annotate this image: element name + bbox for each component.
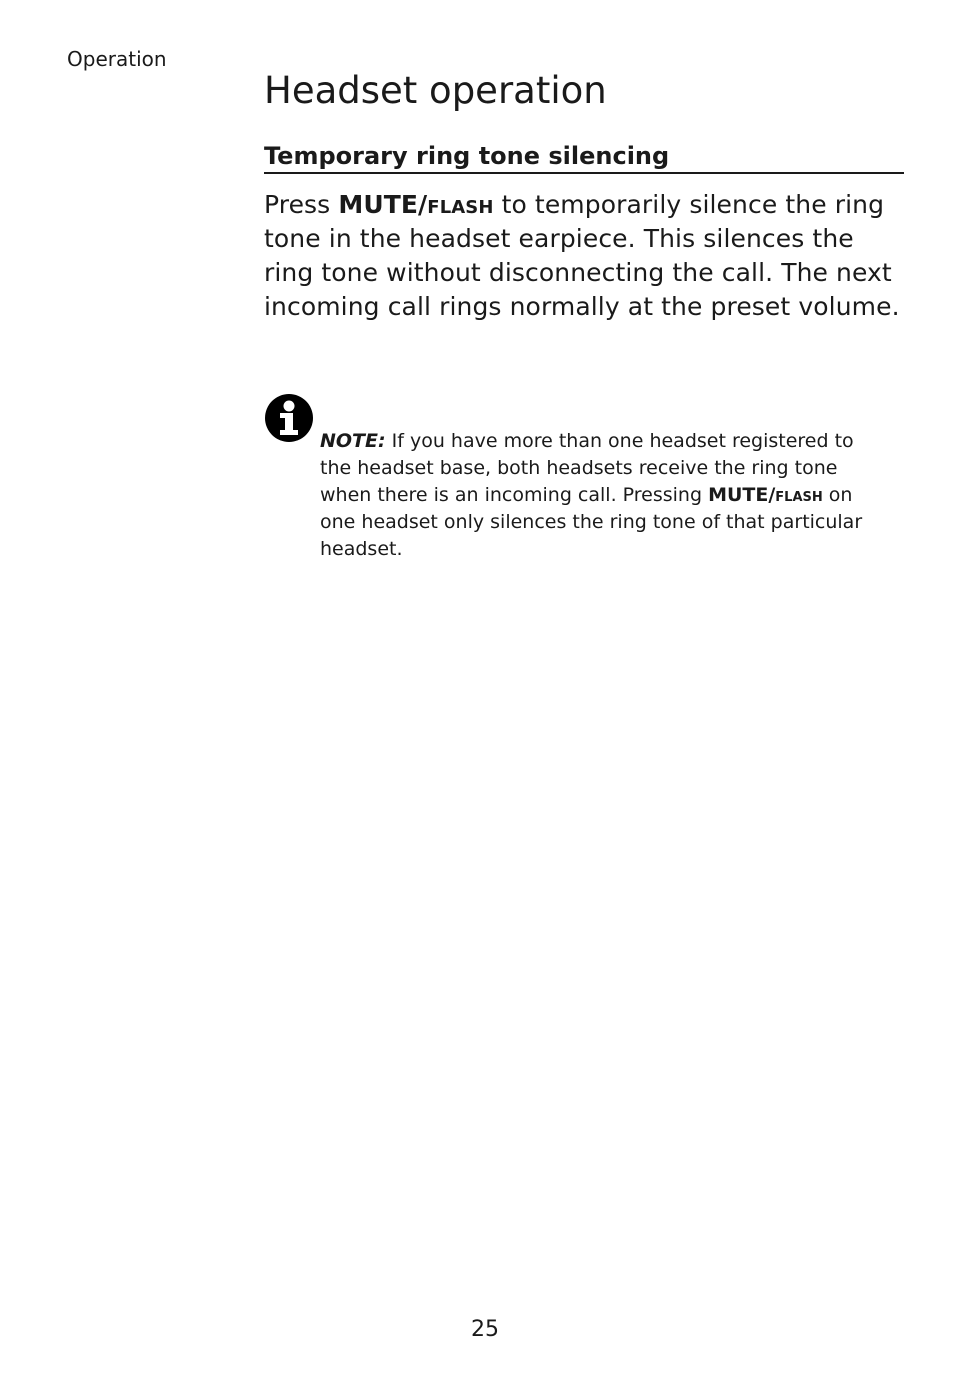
body-prefix: Press <box>264 190 339 219</box>
key-name: MUTE/ <box>338 190 428 219</box>
section-heading: Temporary ring tone silencing <box>264 142 904 174</box>
page-number: 25 <box>471 1317 499 1342</box>
note-label: NOTE: <box>320 430 386 452</box>
body-suffix: to temporarily silence the ring tone in the headset earpiece. This silences the ring tone without disconnecting the call. The next incoming call rings normally at the preset volume. <box>264 190 900 321</box>
note-text-1: If you have more than one headset registered to the headset base, both headsets receive the ring tone when there is an incoming call. Pressing <box>320 430 854 506</box>
info-icon <box>264 393 314 443</box>
section-label: Operation <box>67 47 167 71</box>
note-text-2: on one headset only silences the ring tone of that particular headset. <box>320 484 863 560</box>
page-title: Headset operation <box>264 69 607 112</box>
body-paragraph <box>264 188 909 324</box>
note-key-name-smallcaps: flash <box>775 484 823 506</box>
note-key-name: MUTE/ <box>708 484 776 506</box>
note-text <box>320 428 880 563</box>
key-name-smallcaps: flash <box>427 190 494 219</box>
